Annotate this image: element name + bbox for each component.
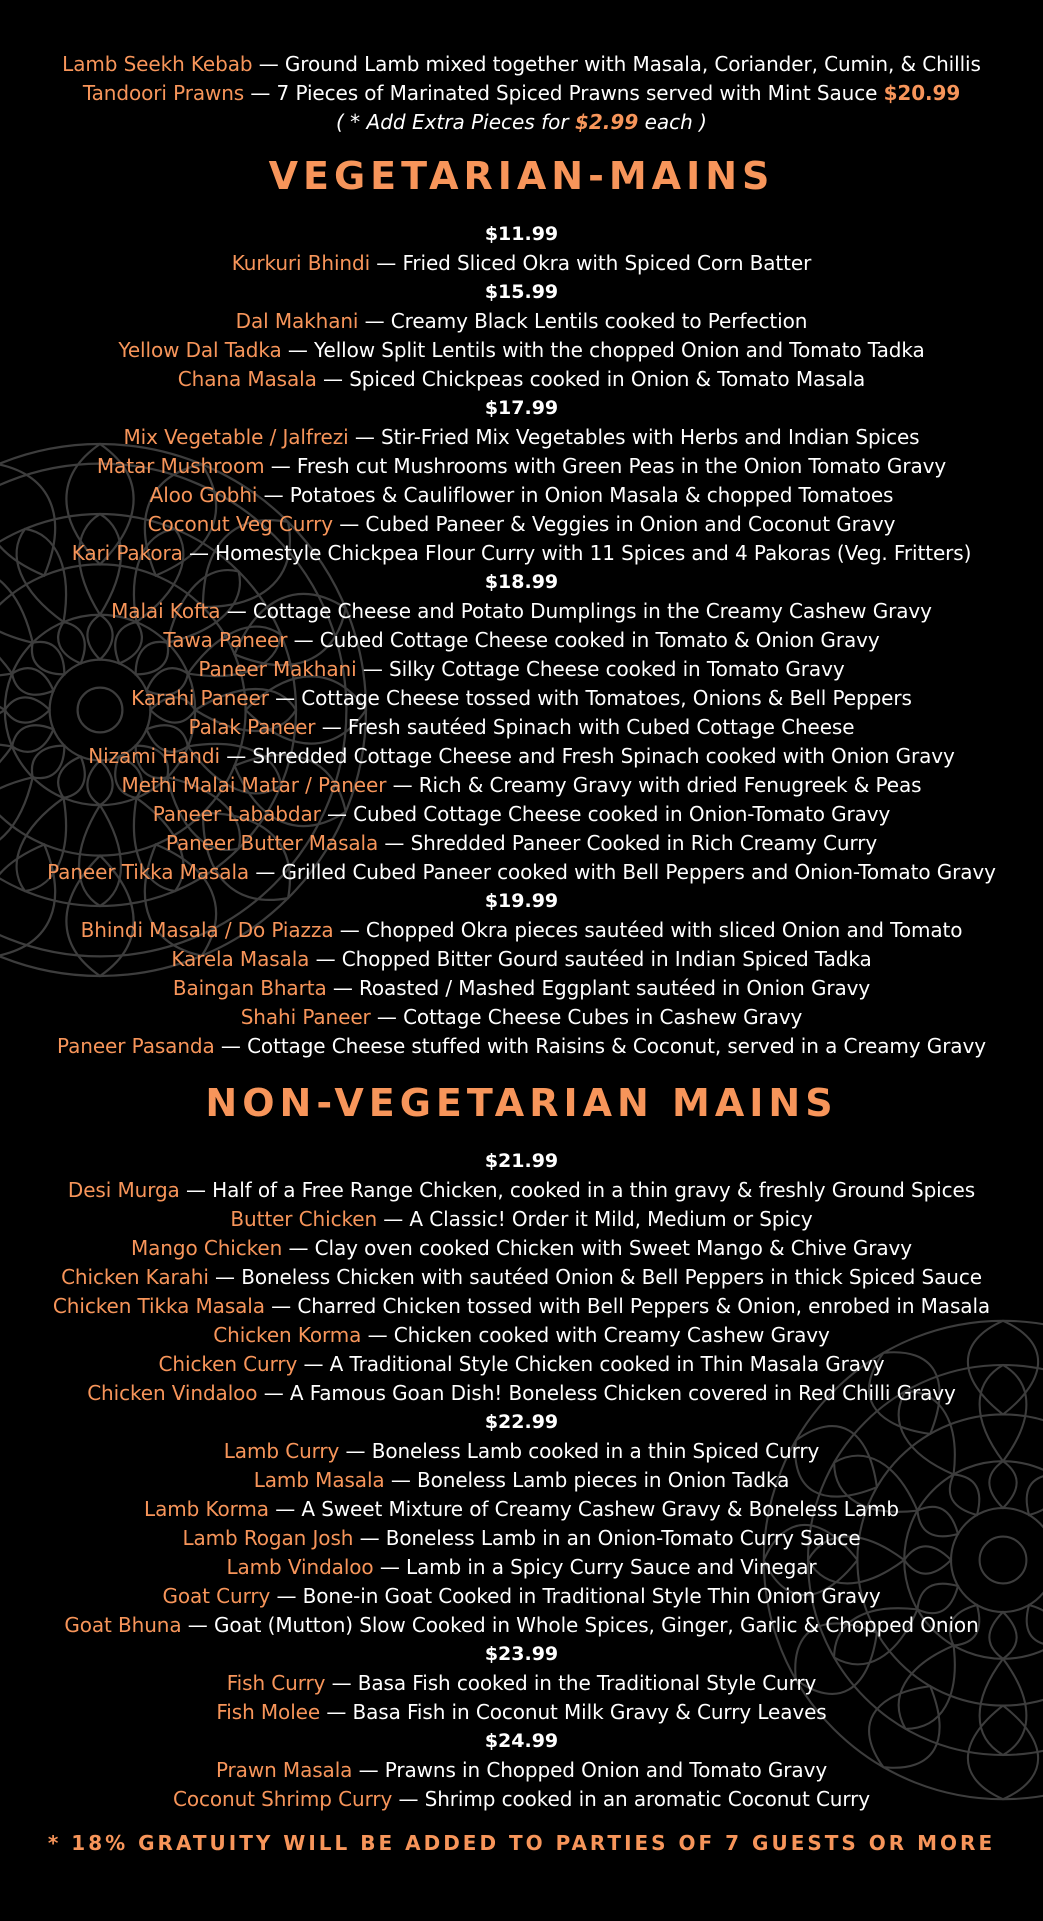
menu-item [0,1321,1043,1350]
menu-item [0,50,1043,79]
menu-item-description: — Cubed Cottage Cheese cooked in Onion-Tomato Gravy [320,802,891,826]
menu-item-name: Fish Curry [226,1671,326,1695]
menu-item-name: Palak Paneer [188,715,316,739]
menu-item-name: Chicken Korma [213,1323,362,1347]
menu-item [0,597,1043,626]
menu-item-description: — Silky Cottage Cheese cooked in Tomato Gravy [356,657,845,681]
gratuity-notice: * 18% GRATUITY WILL BE ADDED TO PARTIES OF 7 GUESTS OR MORE [47,1831,996,1855]
menu-item-name: Paneer Lababdar [152,802,321,826]
menu-item-name: Yellow Dal Tadka [118,338,282,362]
menu-item-description: — Goat (Mutton) Slow Cooked in Whole Spices, Ginger, Garlic & Chopped Onion [181,1613,979,1637]
note-text-open: ( * Add Extra Pieces for [336,110,575,134]
menu-item [0,1698,1043,1727]
menu-item-description: — Boneless Chicken with sautéed Onion & Bell Peppers in thick Spiced Sauce [208,1265,982,1289]
menu-item-description: — Shredded Cottage Cheese and Fresh Spinach cooked with Onion Gravy [219,744,955,768]
menu-item-description: — Stir-Fried Mix Vegetables with Herbs and Indian Spices [348,425,920,449]
menu-item-description: — Cubed Paneer & Veggies in Onion and Coconut Gravy [332,512,896,536]
menu-item-name: Chicken Vindaloo [87,1381,258,1405]
menu-item-description: — Cubed Cottage Cheese cooked in Tomato & Onion Gravy [287,628,880,652]
menu-item-name: Mango Chicken [130,1236,283,1260]
menu-item [0,1611,1043,1640]
menu-item [0,336,1043,365]
price-heading: $15.99 [484,281,559,303]
menu-item [0,974,1043,1003]
menu-item [0,800,1043,829]
menu-item [0,79,1043,108]
menu-item-description: — Homestyle Chickpea Flour Curry with 11 Spices and 4 Pakoras (Veg. Fritters) [182,541,972,565]
menu-item-name: Baingan Bharta [172,976,327,1000]
menu-item [0,1582,1043,1611]
menu-item-description: — Charred Chicken tossed with Bell Peppers & Onion, enrobed in Masala [264,1294,991,1318]
menu-item [0,829,1043,858]
menu-item-name: Malai Kofta [111,599,221,623]
menu-item-description: — Fresh sautéed Spinach with Cubed Cottage Cheese [315,715,855,739]
menu-item [0,1553,1043,1582]
menu-item-name: Nizami Handi [88,744,220,768]
menu-item [0,1263,1043,1292]
menu-item-description: — Boneless Lamb in an Onion-Tomato Curry Sauce [353,1526,861,1550]
menu-item-name: Kari Pakora [71,541,183,565]
menu-item [0,1234,1043,1263]
menu-item [0,539,1043,568]
price-heading: $11.99 [484,223,559,245]
menu-item [0,742,1043,771]
menu-item [0,945,1043,974]
menu-item-description: — Grilled Cubed Paneer cooked with Bell Peppers and Onion-Tomato Gravy [249,860,996,884]
menu-item-name: Coconut Veg Curry [147,512,333,536]
menu-item-name: Tandoori Prawns [82,81,245,105]
menu-item-description: — Shrimp cooked in an aromatic Coconut Curry [392,1787,871,1811]
menu-item-description: — Spiced Chickpeas cooked in Onion & Tomato Masala [316,367,866,391]
menu-item [0,1785,1043,1814]
menu-item [0,307,1043,336]
menu-item-description: — 7 Pieces of Marinated Spiced Prawns served with Mint Sauce [244,81,884,105]
menu-item-description: — Fresh cut Mushrooms with Green Peas in the Onion Tomato Gravy [264,454,947,478]
menu-item-name: Bhindi Masala / Do Piazza [80,918,334,942]
menu-item-name: Mix Vegetable / Jalfrezi [123,425,349,449]
price-heading: $24.99 [484,1730,559,1752]
menu-item-name: Chicken Curry [158,1352,298,1376]
menu-item-description: — Creamy Black Lentils cooked to Perfection [358,309,808,333]
menu-item [0,423,1043,452]
menu-item-name: Paneer Tikka Masala [47,860,250,884]
menu-item-price: $20.99 [883,81,961,105]
menu-item-description: — Prawns in Chopped Onion and Tomato Gravy [352,1758,828,1782]
menu-item-name: Goat Curry [162,1584,271,1608]
menu-item-name: Prawn Masala [215,1758,353,1782]
menu-item [0,365,1043,394]
menu-item-name: Lamb Seekh Kebab [62,52,253,76]
note-text-close: each ) [638,110,707,134]
menu-item-name: Chana Masala [177,367,317,391]
menu-item-name: Lamb Korma [144,1497,269,1521]
menu-item [0,1292,1043,1321]
section-title-vegetarian: VEGETARIAN-MAINS [268,154,775,198]
menu-item [0,626,1043,655]
menu-item-description: — Ground Lamb mixed together with Masala, Coriander, Cumin, & Chillis [252,52,981,76]
menu-item [0,1669,1043,1698]
menu-item [0,713,1043,742]
menu-item-description: — Chopped Okra pieces sautéed with sliced Onion and Tomato [333,918,963,942]
menu-item-description: — A Classic! Order it Mild, Medium or Spicy [377,1207,813,1231]
menu-item-description: — Fried Sliced Okra with Spiced Corn Batter [370,251,812,275]
menu-item [0,1003,1043,1032]
menu-item-description: — A Sweet Mixture of Creamy Cashew Gravy & Boneless Lamb [268,1497,899,1521]
menu-item-description: — Boneless Lamb pieces in Onion Tadka [384,1468,790,1492]
menu-item [0,655,1043,684]
menu-item-description: — Potatoes & Cauliflower in Onion Masala & chopped Tomatoes [257,483,894,507]
menu-item-name: Lamb Vindaloo [226,1555,374,1579]
menu-item-description: — Basa Fish cooked in the Traditional Style Curry [325,1671,817,1695]
menu-item [0,249,1043,278]
menu-item [0,1379,1043,1408]
menu-item-description: — Lamb in a Spicy Curry Sauce and Vinegar [373,1555,817,1579]
price-heading: $21.99 [484,1150,559,1172]
menu-item-name: Paneer Pasanda [57,1034,215,1058]
menu-item-description: — Clay oven cooked Chicken with Sweet Mango & Chive Gravy [282,1236,913,1260]
menu-item-description: — A Traditional Style Chicken cooked in Thin Masala Gravy [297,1352,885,1376]
menu-item [0,858,1043,887]
menu-item-name: Paneer Makhani [198,657,357,681]
menu-item [0,481,1043,510]
menu-item-name: Desi Murga [67,1178,180,1202]
menu-item [0,1205,1043,1234]
menu-item [0,452,1043,481]
menu-item-name: Methi Malai Matar / Paneer [121,773,387,797]
menu-item [0,1437,1043,1466]
menu-item-name: Karahi Paneer [131,686,269,710]
price-heading: $19.99 [484,890,559,912]
menu-item-description: — Roasted / Mashed Eggplant sautéed in Onion Gravy [326,976,871,1000]
menu-item-name: Matar Mushroom [96,454,265,478]
non-vegetarian-menu-list [0,1147,1043,1814]
menu-item-description: — Cottage Cheese and Potato Dumplings in the Creamy Cashew Gravy [220,599,932,623]
vegetarian-menu-list [0,220,1043,1061]
price-heading: $23.99 [484,1643,559,1665]
menu-item-name: Dal Makhani [235,309,359,333]
menu-item-name: Tawa Paneer [163,628,288,652]
menu-item-name: Kurkuri Bhindi [231,251,371,275]
menu-item-description: — Chopped Bitter Gourd sautéed in Indian Spiced Tadka [309,947,872,971]
menu-item-description: — Cottage Cheese stuffed with Raisins & Coconut, served in a Creamy Gravy [214,1034,986,1058]
menu-item-name: Shahi Paneer [240,1005,371,1029]
menu-item-description: — Cottage Cheese Cubes in Cashew Gravy [370,1005,803,1029]
menu-item-description: — Bone-in Goat Cooked in Traditional Style Thin Onion Gravy [270,1584,881,1608]
menu-item-name: Karela Masala [171,947,310,971]
menu-item-description: — Basa Fish in Coconut Milk Gravy & Curry Leaves [320,1700,827,1724]
menu-item [0,1524,1043,1553]
menu-item [0,510,1043,539]
menu-item [0,684,1043,713]
menu-item-description: — Half of a Free Range Chicken, cooked in a thin gravy & freshly Ground Spices [179,1178,976,1202]
extra-pieces-note [0,108,1043,136]
menu-item [0,1032,1043,1061]
price-heading: $18.99 [484,571,559,593]
menu-item-name: Chicken Karahi [61,1265,209,1289]
menu-item [0,1756,1043,1785]
note-amount: $2.99 [574,110,639,134]
menu-item [0,1350,1043,1379]
menu-item-description: — Cottage Cheese tossed with Tomatoes, Onions & Bell Peppers [268,686,912,710]
menu-item-name: Coconut Shrimp Curry [172,1787,393,1811]
menu-item-name: Aloo Gobhi [149,483,258,507]
menu-item-description: — Rich & Creamy Gravy with dried Fenugreek & Peas [386,773,922,797]
menu-item-description: — Shredded Paneer Cooked in Rich Creamy Curry [378,831,878,855]
menu-item [0,916,1043,945]
menu-item-name: Butter Chicken [230,1207,378,1231]
menu-item [0,1495,1043,1524]
menu-item-name: Chicken Tikka Masala [52,1294,265,1318]
price-heading: $17.99 [484,397,559,419]
menu-item-name: Goat Bhuna [64,1613,182,1637]
menu-item-name: Lamb Rogan Josh [182,1526,354,1550]
price-heading: $22.99 [484,1411,559,1433]
menu-item-name: Fish Molee [216,1700,321,1724]
menu-item [0,1466,1043,1495]
menu-item-name: Paneer Butter Masala [165,831,379,855]
menu-item-description: — Boneless Lamb cooked in a thin Spiced Curry [339,1439,820,1463]
menu-item-description: — A Famous Goan Dish! Boneless Chicken covered in Red Chilli Gravy [257,1381,956,1405]
menu-item [0,771,1043,800]
menu-item [0,1176,1043,1205]
menu-item-name: Lamb Curry [223,1439,340,1463]
section-title-non-vegetarian: NON-VEGETARIAN MAINS [205,1081,838,1125]
menu-item-description: — Yellow Split Lentils with the chopped Onion and Tomato Tadka [281,338,925,362]
menu-item-name: Lamb Masala [253,1468,385,1492]
menu-item-description: — Chicken cooked with Creamy Cashew Gravy [361,1323,830,1347]
